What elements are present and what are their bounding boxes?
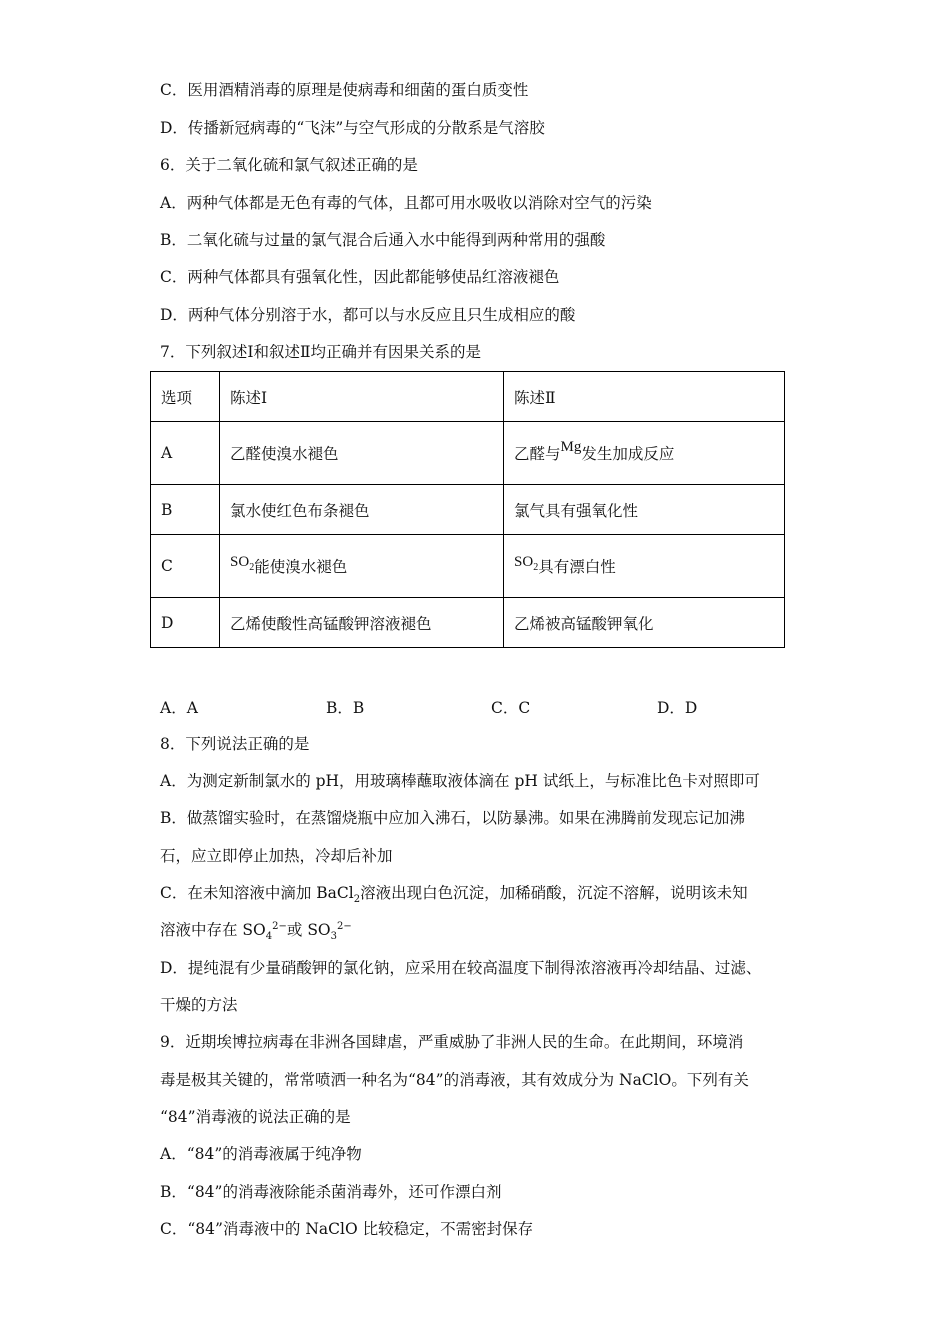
row-statement-2 [504,535,785,598]
chem-formula: Mg [560,439,582,455]
table-row [151,598,785,648]
q6-option-c: C．两种气体都具有强氧化性，因此都能够使品红溶液褪色 [160,268,560,286]
header-statement-2: 陈述Ⅱ [504,372,785,422]
q9-option-a: A．“84”的消毒液属于纯净物 [160,1145,362,1163]
q7-answer-c: C．C [491,699,531,717]
row-statement-1: 乙醛使溴水褪色 [220,422,504,485]
row-statement-2: 氯气具有强氧化性 [504,485,785,535]
q5-option-c: C．医用酒精消毒的原理是使病毒和细菌的蛋白质变性 [160,81,529,99]
row-statement-1: 氯水使红色布条褪色 [220,485,504,535]
q7-answer-options [160,696,800,716]
q7-stem: 7．下列叙述Ⅰ和叙述Ⅱ均正确并有因果关系的是 [160,343,482,361]
table-row [151,535,785,598]
q8-option-c-line1: C．在未知溶液中滴加 BaCl$_2$溶液出现白色沉淀，加稀硝酸，沉淀不溶解，说明该未知 [160,884,748,906]
statement-text: 乙醛与 [514,445,561,463]
q9-stem-line2: 毒是极其关键的，常常喷洒一种名为“84”的消毒液，其有效成分为 NaClO。下列有关 [160,1071,749,1089]
row-option: B [151,485,220,535]
statement-text: 能使溴水褪色 [254,558,348,576]
table-header-row [151,372,785,422]
q9-option-b: B．“84”的消毒液除能杀菌消毒外，还可作漂白剂 [160,1183,502,1201]
q9-stem-line1: 9．近期埃博拉病毒在非洲各国肆虐，严重威胁了非洲人民的生命。在此期间，环境消 [160,1033,744,1051]
statement-text: 发生加成反应 [581,445,675,463]
header-statement-1: 陈述Ⅰ [220,372,504,422]
q6-option-d: D．两种气体分别溶于水，都可以与水反应且只生成相应的酸 [160,306,576,324]
q8-option-d-line1: D．提纯混有少量硝酸钾的氯化钠，应采用在较高温度下制得浓溶液再冷却结晶、过滤、 [160,959,762,977]
header-option: 选项 [151,372,220,422]
table-row [151,485,785,535]
q6-option-a: A．两种气体都是无色有毒的气体，且都可用水吸收以消除对空气的污染 [160,194,652,212]
q9-option-c: C．“84”消毒液中的 NaClO 比较稳定，不需密封保存 [160,1220,534,1238]
q7-answer-a: A．A [160,699,198,717]
q8-stem: 8．下列说法正确的是 [160,735,310,753]
q8-option-d-line2: 干燥的方法 [160,996,238,1014]
q9-stem-line3: “84”消毒液的说法正确的是 [160,1108,351,1126]
q6-stem: 6．关于二氧化硫和氯气叙述正确的是 [160,156,418,174]
row-statement-1 [220,535,504,598]
q8-option-b-line2: 石，应立即停止加热，冷却后补加 [160,847,393,865]
q6-option-b: B．二氧化硫与过量的氯气混合后通入水中能得到两种常用的强酸 [160,231,606,249]
q8-option-c-line2: 溶液中存在 $SO_4^{2-}$或 $SO_3^{2-}$ [160,920,352,943]
row-statement-2: 乙烯被高锰酸钾氧化 [504,598,785,648]
row-option: A [151,422,220,485]
row-option: D [151,598,220,648]
q7-answer-d: D．D [657,699,698,717]
row-statement-1: 乙烯使酸性高锰酸钾溶液褪色 [220,598,504,648]
q8-option-b-line1: B．做蒸馏实验时，在蒸馏烧瓶中应加入沸石，以防暴沸。如果在沸腾前发现忘记加沸 [160,809,745,827]
q7-answer-b: B．B [326,699,365,717]
q8-option-a: A．为测定新制氯水的 pH，用玻璃棒蘸取液体滴在 pH 试纸上，与标准比色卡对照即可 [160,772,760,790]
q7-table [150,371,785,648]
chem-formula: $SO_2$ [514,554,539,573]
q5-option-d: D．传播新冠病毒的“飞沫”与空气形成的分散系是气溶胶 [160,119,545,137]
row-statement-2 [504,422,785,485]
row-option: C [151,535,220,598]
table-row [151,422,785,485]
statement-text: 具有漂白性 [538,558,616,576]
chem-formula: $SO_2$ [230,554,255,573]
